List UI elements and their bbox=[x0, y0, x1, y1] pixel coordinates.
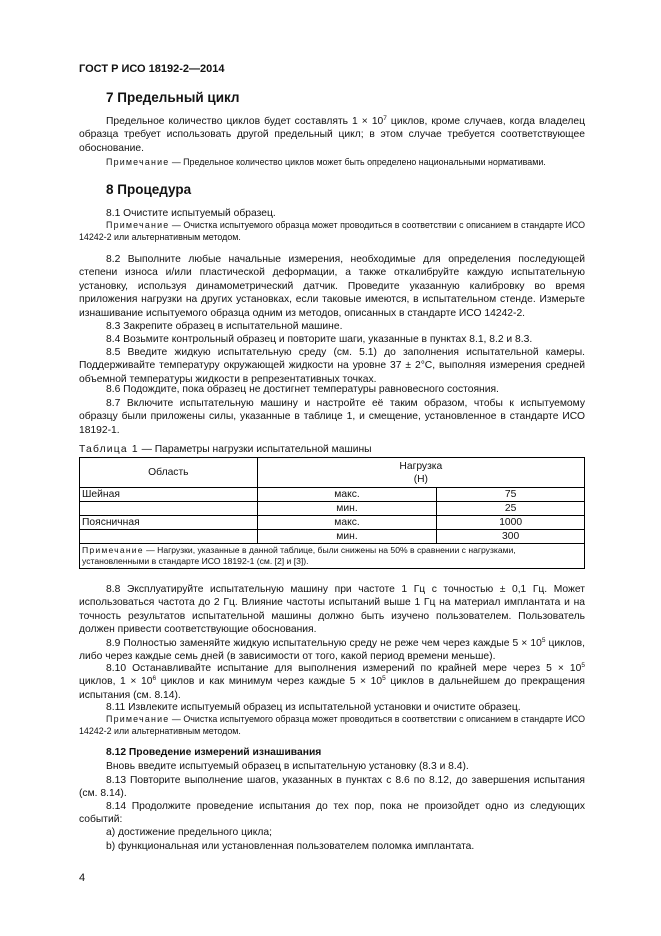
paragraph-8-7: 8.7 Включите испытательную машину и настройте её таким образом, чтобы к испытуемому образцу были приложены силы, указанные в таблице 1, и смещение, установленное в стандарте ИСО 18192-1. bbox=[79, 398, 585, 436]
table-caption: Таблица 1 — Параметры нагрузки испытательной машины bbox=[79, 444, 372, 455]
table-row bbox=[80, 516, 585, 530]
list-item-b: b) функциональная или установленная пользователем поломка имплантата. bbox=[106, 841, 475, 852]
paragraph-8-13: 8.13 Повторите выполнение шагов, указанных в пунктах с 8.6 по 8.12, до завершения испытания (см. 8.14). bbox=[79, 775, 585, 800]
list-item-a: а) достижение предельного цикла; bbox=[106, 827, 272, 838]
paragraph-8-8: 8.8 Эксплуатируйте испытательную машину при частоте 1 Гц с точностью ± 0,1 Гц. Может использоваться частота до 2 Гц. Влияние частоты испытаний выше 1 Гц на материал имплантата и на точность результатов испытательной машины должно быть изучено пользователем. Пользователь должен привести соответствующие обоснования. bbox=[79, 584, 585, 636]
document-header: ГОСТ Р ИСО 18192-2—2014 bbox=[79, 63, 225, 75]
row-value: 1000 bbox=[437, 516, 585, 530]
paragraph-8-14: 8.14 Продолжите проведение испытания до тех пор, пока не произойдет одно из следующих событий: bbox=[79, 801, 585, 826]
paragraph-8-11: 8.11 Извлеките испытуемый образец из испытательной установки и очистите образец. bbox=[106, 702, 521, 713]
paragraph-8-10: 8.10 Останавливайте испытание для выполнения измерений по крайней мере через $5 \times 10^5$ циклов, $1 \times 10^6$ циклов и как минимум через каждые $5 \times 10^5$ циклов в дальнейшем до прекращения испытания (см. 8.14). bbox=[79, 662, 586, 701]
paragraph-8-3: 8.3 Закрепите образец в испытательной машине. bbox=[106, 321, 343, 332]
row-kind: макс. bbox=[257, 516, 437, 530]
paragraph-8-5: 8.5 Введите жидкую испытательную среду (см. 5.1) до заполнения испытательной камеры. Поддерживайте температуру окружающей жидкости на уровне 37 ± 2°С, выполняя измерения средней объемной температуры жидкости в репрезентативных точках. bbox=[79, 347, 585, 385]
table-note: Примечание — Нагрузки, указанные в данной таблице, были снижены на 50% в сравнении с нагрузками, установленными в стандарте ИСО 18192-1 (см. [2] и [3]). bbox=[80, 544, 585, 569]
paragraph-8-1: 8.1 Очистите испытуемый образец. bbox=[106, 208, 276, 219]
row-value: 25 bbox=[437, 502, 585, 516]
row-area: Шейная bbox=[80, 488, 258, 502]
row-value: 300 bbox=[437, 530, 585, 544]
paragraph-8-6: 8.6 Подождите, пока образец не достигнет температуры равновесного состояния. bbox=[106, 384, 499, 395]
table-row bbox=[80, 488, 585, 502]
row-kind: мин. bbox=[257, 502, 437, 516]
note-8-1: Примечание — Очистка испытуемого образца может проводиться в соответствии с описанием в стандарте ИСО 14242-2 или альтернативным методом. bbox=[79, 220, 585, 242]
row-value: 75 bbox=[437, 488, 585, 502]
section-7-paragraph: Предельное количество циклов будет составлять $1 \times 10^7$ циклов, кроме случаев, когда владелец образца требует использовать другой предельный цикл; в этом случае требуется соответствующее обоснование. bbox=[79, 115, 586, 154]
page-number: 4 bbox=[79, 872, 86, 884]
paragraph-8-2: 8.2 Выполните любые начальные измерения, необходимые для определения последующей степени износа и/или пластической деформации, а также откалибруйте каждую испытательную установку, используя динамометрический датчик. Проведите указанную калибровку во время приложения нагрузки на других установках, если таковые имеются, в испытательном стенде. Измерьте изнашивание испытуемого образца одним из методов, описанных в стандарте ИСО 14242-2. bbox=[79, 254, 585, 319]
row-kind: мин. bbox=[257, 530, 437, 544]
header-area: Область bbox=[80, 458, 258, 488]
table-row bbox=[80, 530, 585, 544]
table-header-row bbox=[80, 458, 585, 488]
row-area bbox=[80, 502, 258, 516]
paragraph-8-4: 8.4 Возьмите контрольный образец и повторите шаги, указанные в пунктах 8.1, 8.2 и 8.3. bbox=[106, 334, 533, 345]
section-7-note: Примечание — Предельное количество циклов может быть определено национальными нормативами. bbox=[106, 157, 546, 167]
table-row bbox=[80, 502, 585, 516]
row-area bbox=[80, 530, 258, 544]
table-note-row bbox=[80, 544, 585, 569]
paragraph-8-12: Вновь введите испытуемый образец в испытательную установку (8.3 и 8.4). bbox=[106, 761, 469, 772]
load-parameters-table bbox=[79, 457, 585, 569]
paragraph-8-12-title: 8.12 Проведение измерений изнашивания bbox=[106, 747, 322, 758]
header-load: Нагрузка (Н) bbox=[257, 458, 584, 488]
note-8-11: Примечание — Очистка испытуемого образца может проводиться в соответствии с описанием в стандарте ИСО 14242-2 или альтернативным методом. bbox=[79, 714, 585, 736]
section-8-title: 8 Процедура bbox=[106, 182, 192, 197]
paragraph-8-9: 8.9 Полностью заменяйте жидкую испытательную среду не реже чем через каждые $5 \times 10^5$ циклов, либо через каждые семь дней (в зависимости от того, какой период времени меньше). bbox=[79, 637, 585, 663]
row-area: Поясничная bbox=[80, 516, 258, 530]
row-kind: макс. bbox=[257, 488, 437, 502]
section-7-title: 7 Предельный цикл bbox=[106, 90, 240, 105]
